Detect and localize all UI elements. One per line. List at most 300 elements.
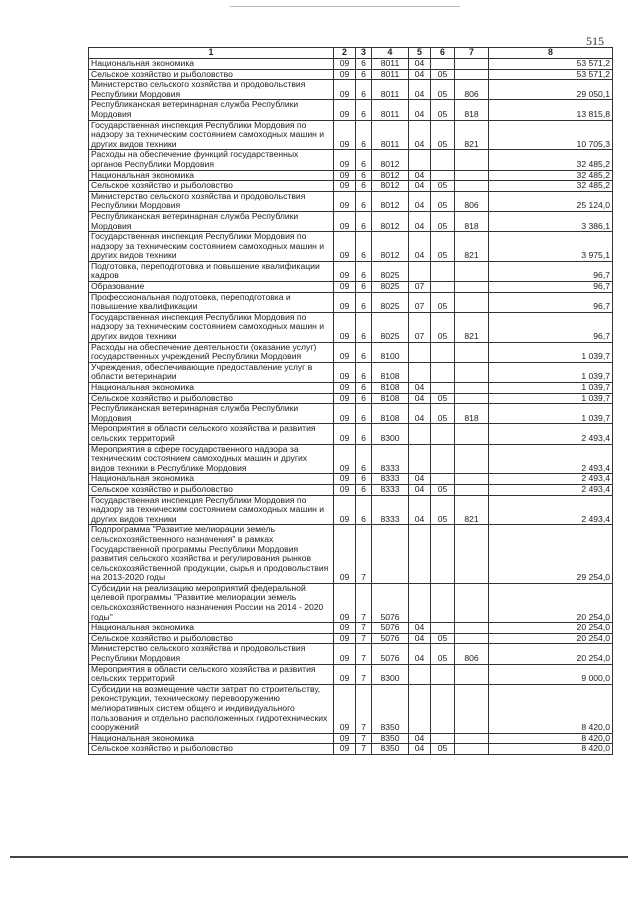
row-code-5-cell: 04	[409, 733, 431, 744]
row-code-3-cell: 6	[356, 261, 372, 281]
row-name-cell: Республиканская ветеринарная служба Республики Мордовия	[89, 211, 334, 231]
row-code-6-cell	[431, 623, 455, 634]
table-row	[89, 633, 613, 644]
row-code-7-cell	[455, 150, 489, 170]
row-code-4-cell: 8011	[372, 69, 409, 80]
row-amount-cell: 96,7	[489, 282, 613, 293]
row-code-2-cell: 09	[334, 444, 356, 474]
row-code-3-cell: 6	[356, 424, 372, 444]
row-code-2-cell: 09	[334, 261, 356, 281]
row-code-5-cell: 04	[409, 170, 431, 181]
row-code-4-cell: 8025	[372, 312, 409, 342]
table-row	[89, 59, 613, 70]
row-name-cell: Сельское хозяйство и рыболовство	[89, 744, 334, 755]
row-code-5-cell: 04	[409, 393, 431, 404]
row-code-4-cell: 8025	[372, 282, 409, 293]
bottom-divider	[10, 856, 628, 858]
row-code-3-cell: 6	[356, 383, 372, 394]
row-name-cell: Сельское хозяйство и рыболовство	[89, 633, 334, 644]
row-code-2-cell: 09	[334, 744, 356, 755]
row-code-7-cell	[455, 583, 489, 622]
row-code-6-cell: 05	[431, 69, 455, 80]
row-code-4-cell: 8011	[372, 120, 409, 150]
row-code-2-cell: 09	[334, 484, 356, 495]
row-code-4-cell: 5076	[372, 633, 409, 644]
row-code-3-cell: 7	[356, 733, 372, 744]
row-code-3-cell: 6	[356, 232, 372, 262]
row-amount-cell: 8 420,0	[489, 684, 613, 733]
table-row	[89, 644, 613, 664]
row-amount-cell: 96,7	[489, 312, 613, 342]
row-code-4-cell: 8333	[372, 474, 409, 485]
row-code-5-cell	[409, 684, 431, 733]
row-code-6-cell	[431, 383, 455, 394]
row-amount-cell: 8 420,0	[489, 744, 613, 755]
row-code-2-cell: 09	[334, 664, 356, 684]
table-row	[89, 181, 613, 192]
header-col-6: 6	[431, 48, 455, 59]
row-code-3-cell: 6	[356, 495, 372, 525]
table-row	[89, 404, 613, 424]
top-divider	[230, 6, 460, 7]
row-code-7-cell	[455, 69, 489, 80]
row-name-cell: Министерство сельского хозяйства и продовольствия Республики Мордовия	[89, 80, 334, 100]
row-code-6-cell: 05	[431, 495, 455, 525]
header-col-5: 5	[409, 48, 431, 59]
row-amount-cell: 2 493,4	[489, 474, 613, 485]
table-row	[89, 292, 613, 312]
row-code-4-cell: 8108	[372, 404, 409, 424]
row-amount-cell: 20 254,0	[489, 633, 613, 644]
row-amount-cell: 20 254,0	[489, 644, 613, 664]
row-name-cell: Республиканская ветеринарная служба Республики Мордовия	[89, 100, 334, 120]
row-code-7-cell	[455, 59, 489, 70]
row-amount-cell: 32 485,2	[489, 150, 613, 170]
row-code-5-cell	[409, 362, 431, 382]
row-name-cell: Субсидии на возмещение части затрат по строительству, реконструкции, техническому перевооружению мелиоративных систем общего и индивидуального пользования и отдельно расположенных гидротехнических сооружений	[89, 684, 334, 733]
row-code-3-cell: 6	[356, 191, 372, 211]
table-row	[89, 664, 613, 684]
row-code-6-cell	[431, 342, 455, 362]
row-name-cell: Мероприятия в области сельского хозяйства и развития сельских территорий	[89, 664, 334, 684]
row-amount-cell: 3 975,1	[489, 232, 613, 262]
row-code-4-cell: 8100	[372, 342, 409, 362]
header-col-2: 2	[334, 48, 356, 59]
row-code-3-cell: 6	[356, 362, 372, 382]
row-code-3-cell: 6	[356, 120, 372, 150]
row-name-cell: Национальная экономика	[89, 474, 334, 485]
row-amount-cell: 2 493,4	[489, 484, 613, 495]
row-code-7-cell	[455, 744, 489, 755]
row-code-2-cell: 09	[334, 59, 356, 70]
row-code-3-cell: 6	[356, 292, 372, 312]
row-code-7-cell	[455, 623, 489, 634]
table-row	[89, 211, 613, 231]
row-amount-cell: 29 254,0	[489, 525, 613, 584]
row-amount-cell: 32 485,2	[489, 170, 613, 181]
row-code-4-cell: 8108	[372, 393, 409, 404]
table-row	[89, 474, 613, 485]
header-col-4: 4	[372, 48, 409, 59]
row-code-7-cell: 821	[455, 120, 489, 150]
table-row	[89, 623, 613, 634]
table-row	[89, 170, 613, 181]
row-code-6-cell	[431, 583, 455, 622]
row-name-cell: Субсидии на реализацию мероприятий федеральной целевой программы "Развитие мелиорации земель сельскохозяйственного назначения России на 2014 - 2020 годы"	[89, 583, 334, 622]
table-header-row	[89, 48, 613, 59]
row-name-cell: Государственная инспекция Республики Мордовия по надзору за техническим состоянием самоходных машин и других видов техники	[89, 495, 334, 525]
row-amount-cell: 25 124,0	[489, 191, 613, 211]
row-code-7-cell	[455, 393, 489, 404]
row-code-4-cell: 8300	[372, 664, 409, 684]
row-amount-cell: 9 000,0	[489, 664, 613, 684]
row-code-6-cell: 05	[431, 211, 455, 231]
row-amount-cell: 32 485,2	[489, 181, 613, 192]
row-code-7-cell	[455, 292, 489, 312]
row-code-7-cell: 818	[455, 404, 489, 424]
row-code-7-cell: 821	[455, 495, 489, 525]
row-name-cell: Республиканская ветеринарная служба Республики Мордовия	[89, 404, 334, 424]
table-row	[89, 191, 613, 211]
row-code-5-cell: 04	[409, 623, 431, 634]
row-code-5-cell: 04	[409, 495, 431, 525]
table-row	[89, 232, 613, 262]
row-code-3-cell: 7	[356, 664, 372, 684]
row-code-6-cell	[431, 424, 455, 444]
row-code-5-cell: 04	[409, 80, 431, 100]
row-name-cell: Сельское хозяйство и рыболовство	[89, 484, 334, 495]
row-name-cell: Министерство сельского хозяйства и продовольствия Республики Мордовия	[89, 644, 334, 664]
row-code-6-cell	[431, 170, 455, 181]
row-amount-cell: 10 705,3	[489, 120, 613, 150]
row-code-4-cell: 5076	[372, 583, 409, 622]
row-code-7-cell	[455, 170, 489, 181]
header-col-1: 1	[89, 48, 334, 59]
row-code-5-cell: 04	[409, 744, 431, 755]
table-row	[89, 495, 613, 525]
table-row	[89, 383, 613, 394]
row-code-2-cell: 09	[334, 525, 356, 584]
row-code-5-cell	[409, 261, 431, 281]
row-code-3-cell: 6	[356, 393, 372, 404]
row-amount-cell: 13 815,8	[489, 100, 613, 120]
row-name-cell: Сельское хозяйство и рыболовство	[89, 393, 334, 404]
table-row	[89, 150, 613, 170]
row-code-2-cell: 09	[334, 312, 356, 342]
row-code-7-cell	[455, 362, 489, 382]
row-code-3-cell: 6	[356, 211, 372, 231]
table-row	[89, 261, 613, 281]
row-code-2-cell: 09	[334, 583, 356, 622]
row-name-cell: Национальная экономика	[89, 383, 334, 394]
row-code-3-cell: 6	[356, 444, 372, 474]
row-amount-cell: 1 039,7	[489, 404, 613, 424]
row-code-2-cell: 09	[334, 292, 356, 312]
row-code-7-cell	[455, 633, 489, 644]
row-code-7-cell	[455, 474, 489, 485]
row-code-6-cell: 05	[431, 633, 455, 644]
row-code-3-cell: 6	[356, 150, 372, 170]
row-code-2-cell: 09	[334, 644, 356, 664]
row-name-cell: Подпрограмма "Развитие мелиорации земель сельскохозяйственного назначения" в рамках Государственной программы Республики Мордовия развития сельского хозяйства и регулирования рынков сельскохозяйственной продукции, сырья и продовольствия на 2013-2020 годы	[89, 525, 334, 584]
row-code-5-cell	[409, 444, 431, 474]
row-code-2-cell: 09	[334, 342, 356, 362]
row-code-4-cell: 8012	[372, 191, 409, 211]
row-code-7-cell	[455, 282, 489, 293]
row-code-4-cell: 8350	[372, 684, 409, 733]
table-row	[89, 282, 613, 293]
row-code-2-cell: 09	[334, 170, 356, 181]
table-row	[89, 69, 613, 80]
table-row	[89, 312, 613, 342]
row-code-2-cell: 09	[334, 282, 356, 293]
row-code-7-cell: 806	[455, 80, 489, 100]
table-row	[89, 120, 613, 150]
row-amount-cell: 20 254,0	[489, 623, 613, 634]
row-code-6-cell: 05	[431, 312, 455, 342]
row-code-2-cell: 09	[334, 633, 356, 644]
row-code-6-cell	[431, 59, 455, 70]
row-code-3-cell: 6	[356, 282, 372, 293]
table-row	[89, 744, 613, 755]
row-code-4-cell: 8350	[372, 733, 409, 744]
row-code-7-cell	[455, 484, 489, 495]
row-code-7-cell: 806	[455, 191, 489, 211]
header-col-3: 3	[356, 48, 372, 59]
row-code-7-cell: 821	[455, 232, 489, 262]
row-code-6-cell: 05	[431, 744, 455, 755]
table-row	[89, 525, 613, 584]
table-row	[89, 684, 613, 733]
table-row	[89, 444, 613, 474]
row-code-2-cell: 09	[334, 181, 356, 192]
row-code-3-cell: 6	[356, 312, 372, 342]
row-code-7-cell	[455, 383, 489, 394]
row-code-5-cell	[409, 583, 431, 622]
row-amount-cell: 20 254,0	[489, 583, 613, 622]
row-code-2-cell: 09	[334, 100, 356, 120]
row-code-5-cell: 04	[409, 211, 431, 231]
row-code-7-cell	[455, 684, 489, 733]
row-code-4-cell: 8011	[372, 80, 409, 100]
row-code-2-cell: 09	[334, 393, 356, 404]
row-code-7-cell	[455, 181, 489, 192]
row-code-5-cell: 04	[409, 644, 431, 664]
row-code-4-cell: 8300	[372, 424, 409, 444]
row-code-4-cell: 8025	[372, 261, 409, 281]
row-code-6-cell	[431, 362, 455, 382]
table-row	[89, 424, 613, 444]
row-code-5-cell: 04	[409, 484, 431, 495]
row-code-4-cell: 8108	[372, 362, 409, 382]
row-code-5-cell: 04	[409, 100, 431, 120]
row-name-cell: Сельское хозяйство и рыболовство	[89, 181, 334, 192]
table-row	[89, 583, 613, 622]
row-name-cell: Сельское хозяйство и рыболовство	[89, 69, 334, 80]
row-name-cell: Образование	[89, 282, 334, 293]
row-amount-cell: 2 493,4	[489, 444, 613, 474]
row-code-3-cell: 7	[356, 644, 372, 664]
row-amount-cell: 1 039,7	[489, 383, 613, 394]
row-code-4-cell: 8011	[372, 59, 409, 70]
row-code-7-cell	[455, 342, 489, 362]
row-name-cell: Государственная инспекция Республики Мордовия по надзору за техническим состоянием самоходных машин и других видов техники	[89, 232, 334, 262]
row-code-4-cell: 8108	[372, 383, 409, 394]
row-code-4-cell	[372, 525, 409, 584]
row-code-5-cell: 04	[409, 120, 431, 150]
row-name-cell: Национальная экономика	[89, 733, 334, 744]
row-name-cell: Государственная инспекция Республики Мордовия по надзору за техническим состоянием самоходных машин и других видов техники	[89, 120, 334, 150]
row-amount-cell: 1 039,7	[489, 362, 613, 382]
page-number: 515	[586, 34, 604, 48]
row-code-5-cell: 04	[409, 232, 431, 262]
row-code-2-cell: 09	[334, 232, 356, 262]
row-code-3-cell: 7	[356, 583, 372, 622]
row-amount-cell: 29 050,1	[489, 80, 613, 100]
table-row	[89, 733, 613, 744]
row-code-4-cell: 8012	[372, 211, 409, 231]
row-code-3-cell: 6	[356, 80, 372, 100]
table-row	[89, 393, 613, 404]
row-code-4-cell: 8025	[372, 292, 409, 312]
row-amount-cell: 96,7	[489, 292, 613, 312]
row-code-7-cell	[455, 424, 489, 444]
row-code-2-cell: 09	[334, 474, 356, 485]
row-code-7-cell	[455, 733, 489, 744]
row-code-3-cell: 6	[356, 100, 372, 120]
row-code-6-cell: 05	[431, 232, 455, 262]
row-code-6-cell: 05	[431, 120, 455, 150]
row-code-2-cell: 09	[334, 80, 356, 100]
row-amount-cell: 3 386,1	[489, 211, 613, 231]
row-amount-cell: 8 420,0	[489, 733, 613, 744]
row-code-6-cell: 05	[431, 292, 455, 312]
row-code-3-cell: 6	[356, 181, 372, 192]
row-code-5-cell: 07	[409, 312, 431, 342]
row-code-2-cell: 09	[334, 120, 356, 150]
row-code-2-cell: 09	[334, 684, 356, 733]
row-code-2-cell: 09	[334, 383, 356, 394]
row-code-6-cell: 05	[431, 484, 455, 495]
row-name-cell: Профессиональная подготовка, переподготовка и повышение квалификации	[89, 292, 334, 312]
row-code-5-cell: 04	[409, 191, 431, 211]
row-code-5-cell: 04	[409, 404, 431, 424]
row-code-4-cell: 8012	[372, 170, 409, 181]
row-code-5-cell: 04	[409, 383, 431, 394]
row-name-cell: Подготовка, переподготовка и повышение квалификации кадров	[89, 261, 334, 281]
row-code-2-cell: 09	[334, 623, 356, 634]
row-code-4-cell: 8333	[372, 444, 409, 474]
row-code-3-cell: 6	[356, 170, 372, 181]
row-code-3-cell: 6	[356, 342, 372, 362]
row-name-cell: Учреждения, обеспечивающие предоставление услуг в области ветеринарии	[89, 362, 334, 382]
row-code-2-cell: 09	[334, 733, 356, 744]
row-code-6-cell	[431, 150, 455, 170]
row-name-cell: Национальная экономика	[89, 170, 334, 181]
row-code-4-cell: 5076	[372, 644, 409, 664]
row-code-3-cell: 6	[356, 484, 372, 495]
row-code-4-cell: 5076	[372, 623, 409, 634]
row-code-3-cell: 6	[356, 474, 372, 485]
row-code-6-cell: 05	[431, 100, 455, 120]
row-code-4-cell: 8012	[372, 181, 409, 192]
row-code-5-cell: 07	[409, 292, 431, 312]
row-name-cell: Мероприятия в сфере государственного надзора за техническим состоянием самоходных машин и других видов техники в Республике Мордовия	[89, 444, 334, 474]
row-amount-cell: 2 493,4	[489, 424, 613, 444]
header-col-7: 7	[455, 48, 489, 59]
row-code-4-cell: 8012	[372, 232, 409, 262]
row-code-6-cell: 05	[431, 644, 455, 664]
row-name-cell: Расходы на обеспечение функций государственных органов Республики Мордовия	[89, 150, 334, 170]
row-name-cell: Мероприятия в области сельского хозяйства и развития сельских территорий	[89, 424, 334, 444]
row-code-5-cell	[409, 525, 431, 584]
row-code-2-cell: 09	[334, 211, 356, 231]
header-col-8: 8	[489, 48, 613, 59]
row-code-3-cell: 7	[356, 623, 372, 634]
row-code-6-cell: 05	[431, 393, 455, 404]
row-code-6-cell: 05	[431, 191, 455, 211]
row-code-6-cell	[431, 733, 455, 744]
row-code-3-cell: 6	[356, 59, 372, 70]
row-code-6-cell	[431, 261, 455, 281]
row-code-6-cell	[431, 444, 455, 474]
row-name-cell: Министерство сельского хозяйства и продовольствия Республики Мордовия	[89, 191, 334, 211]
table-body	[89, 59, 613, 755]
row-code-5-cell	[409, 664, 431, 684]
row-code-5-cell: 04	[409, 474, 431, 485]
row-code-7-cell: 818	[455, 100, 489, 120]
table-row	[89, 80, 613, 100]
row-amount-cell: 1 039,7	[489, 342, 613, 362]
row-code-6-cell: 05	[431, 181, 455, 192]
row-code-4-cell: 8012	[372, 150, 409, 170]
table-row	[89, 484, 613, 495]
row-code-6-cell	[431, 664, 455, 684]
row-code-3-cell: 7	[356, 744, 372, 755]
row-name-cell: Национальная экономика	[89, 623, 334, 634]
row-code-6-cell: 05	[431, 80, 455, 100]
row-code-6-cell	[431, 474, 455, 485]
row-code-3-cell: 7	[356, 633, 372, 644]
row-code-4-cell: 8333	[372, 495, 409, 525]
row-amount-cell: 96,7	[489, 261, 613, 281]
budget-table	[88, 47, 613, 755]
row-amount-cell: 53 571,2	[489, 69, 613, 80]
row-code-5-cell: 04	[409, 69, 431, 80]
row-code-4-cell: 8350	[372, 744, 409, 755]
row-code-2-cell: 09	[334, 191, 356, 211]
row-code-7-cell: 806	[455, 644, 489, 664]
row-amount-cell: 53 571,2	[489, 59, 613, 70]
row-code-3-cell: 6	[356, 69, 372, 80]
row-code-2-cell: 09	[334, 424, 356, 444]
row-name-cell: Государственная инспекция Республики Мордовия по надзору за техническим состоянием самоходных машин и других видов техники	[89, 312, 334, 342]
row-code-6-cell	[431, 282, 455, 293]
row-code-6-cell	[431, 525, 455, 584]
row-code-3-cell: 7	[356, 525, 372, 584]
table-row	[89, 342, 613, 362]
row-code-6-cell: 05	[431, 404, 455, 424]
row-code-2-cell: 09	[334, 495, 356, 525]
row-code-2-cell: 09	[334, 404, 356, 424]
row-code-7-cell: 821	[455, 312, 489, 342]
row-name-cell: Национальная экономика	[89, 59, 334, 70]
row-code-3-cell: 6	[356, 404, 372, 424]
row-code-5-cell: 07	[409, 282, 431, 293]
row-code-5-cell: 04	[409, 633, 431, 644]
table-row	[89, 362, 613, 382]
row-code-7-cell	[455, 261, 489, 281]
